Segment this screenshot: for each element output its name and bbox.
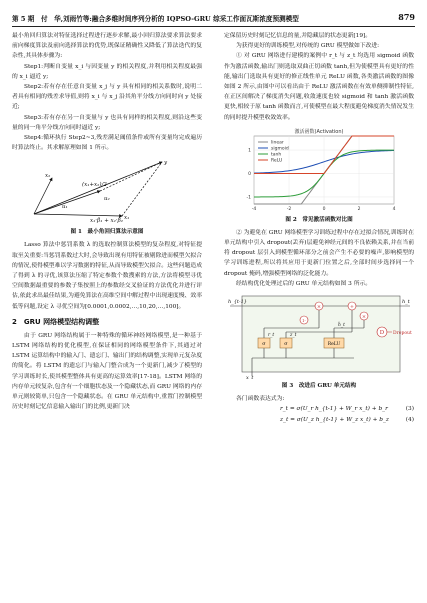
step-4: Step4:循环执行 Step2~3,残差满足阈值条件或所有变量均完成遍历时算法终止。其求解原理如图 1 所示。 [12,135,202,152]
label-mid: (x₁+x₂)/2 [82,182,107,189]
equation-number: (3) [405,406,414,413]
one-minus-label: 1- [302,318,306,324]
label-y: y [164,160,168,167]
step-2: Step2:若有存在任意自变量 x_j 与 y 具有相同的相关系数时,说明二者具有相同的残差求导值,则将 x_i 与 x_j 沿其角平分线方向同时向 y 处接近; [12,84,202,111]
figure-2-caption: 图 2 常见激活函数对比图 [285,216,353,223]
y-tick-label: 0 [248,171,251,177]
paragraph: 经结构优化处理过后的 GRU 单元结构如图 3 所示。 [236,280,372,287]
running-title: 第 5 期 付 华,刘雨竹等:融合多维时间序列分析的 IQPSO-GRU 综采工作面瓦斯浓度预测模型 [12,15,299,23]
label-h-prev: h_{t-1} [228,299,247,306]
label-h-hat: ĥ_t [338,323,345,329]
label-z-t: z_t [290,333,297,339]
label-u1: u₁ [62,204,68,211]
figure-1 [12,156,202,226]
x-tick-label: 0 [322,206,326,212]
x-tick-label: -4 [251,206,257,212]
label-u2: u₂ [104,196,110,203]
label-x2: x₂ [45,173,51,180]
lars-diagram [12,156,202,226]
label-h-t: h_t [402,299,410,306]
equation-intro: 各门函数表达式为: [236,396,285,403]
section-heading: 2 GRU 网络模型结构调整 [12,317,100,326]
page-number: 879 [398,12,415,22]
y-tick-label: 1 [248,148,251,154]
sigma-label: σ [284,341,288,348]
label-x1: x₁ [124,215,130,222]
left-column [12,31,202,412]
label-x-t: x_t [246,375,254,381]
step-3: Step3:若有存在另一自变量与 y 也具有同样的相关程度,则沿这些变量的同一角平分线方向同时逼近 y; [12,114,202,131]
dropout-label: Dropout [393,331,412,337]
label-vec: x₁·β̂₁ + x₂·β̂₂ [90,218,123,225]
y-tick-label: -1 [246,195,251,201]
vector-y [34,162,162,214]
dropout-d: D [379,330,385,337]
legend-label: linear [271,140,284,146]
page-header [12,12,415,26]
plus-label: + [349,304,355,311]
sigma-label: σ [262,341,266,348]
legend-label: ReLU [271,158,283,164]
x-tick-label: 2 [357,206,361,212]
chart-title: 激活函数(Activation) [294,128,344,135]
relu-label: ReLU [327,342,341,348]
legend-label: sigmoid [271,146,289,152]
right-column [224,31,414,425]
equation-3 [224,404,414,415]
paragraph: ① 对 GRU 网络进行建模的案例中 r_t 与 z_t 均选用 sigmoid 函数作为激活函数,输出门则选取双曲正切函数 tanh,但为使模型具有更好的性能,输出门选取具有更好的修正线性单元 ReLU 函数,各类激活函数的图像如图 2 所示,由图中可以看出由于 ReLU 激活函数在有效单侧抑制性特征,在正区间解决了梯度消失问题,收敛速度也较 sigmoid 和 tanh 激活函数更快,相较于原 tanh 函数而言,可使模型在最大程度避免梯度消失情况发生的同时提升模型收敛效率。 [224,53,414,121]
figure-3-caption: 图 3 改进后 GRU 单元结构 [281,383,357,390]
figure-3 [224,292,414,380]
gru-cell-diagram [224,292,414,380]
paragraph: 最小角回归算法对特征选择过程进行逐步求解,最小回归算法要求算法要求前向梯度算法及前向选择算法的优势,既保证精确性又降低了算法迭代的复杂性,其具体步骤为: [12,33,202,60]
residual-line [100,162,162,191]
legend-label: tanh [271,152,282,158]
vector-x1 [34,214,122,216]
x-tick-label: 4 [392,206,396,212]
activation-chart [224,126,414,214]
label-r-t: r_t [268,333,275,339]
paragraph: 由于 GRU 网络结构属于一种特殊的循环神经网络模型,是一种基于 LSTM 网络结构的优化模型,在保证相同的网络模型条件下,其通过对 LSTM 运算结构中的输入门、遗忘门、输出门的结构调整,实现单元复杂度的简化。将 LSTM 的遗忘门与输入门整合成为一个更新门,减少了模型的学习训练时长,使其模型整体具有更高的运算效率[17-18]。LSTM 网络的内存单元较复杂,包含有一个细胞状态及一个隐藏状态,而 GRU 网络的内存单元则较简单,只包含一个隐藏状态。在 GRU 单元结构中,重置门控制模型历史时刻记忆信息输入输出门的比例,更新门决 [12,332,202,411]
figure-2 [224,126,414,214]
paragraph: 定保留历史时刻记忆信息的量,并隐藏层的状态更新[19]。 [224,33,372,39]
step-1: Step1:判断自变量 x_i 与因变量 y 的相关程度,并利用相关程度最强的 x_i 逼近 y; [12,63,202,80]
header-rule [12,26,415,27]
paragraph: ② 为避免在 GRU 网络模型学习训练过程中存在过拟合情况,训练时在单元结构中引入 dropout(丢弃)层避免神经元间的不良依赖关系,并在当前将 dropout 层引入到模型循环部分之前会产生不必要的噪声,影响模型的学习训练进程,所以将其应用于更新门位置之后,全部时间步选择同一个 dropout 掩码,增强模型网络的泛化能力。 [224,229,414,277]
paragraph: Lasso 算法中惩罚系数 λ 的选取控制算法模型的复杂程度,对特征提取至关重要:当惩罚系数过大时,会导致出现有用特征被剔除进而模型欠拟合的情况,使得模型难以学习数据的特征,从而导致模型欠拟合。这些问题造成了得到 λ 的寻优,该算法压缩了特定参数个数搜索的方法,方法将模型寻优空间数据最重要的参数子集按照上的参数经交叉验证的方法优化并进行评估,依此求出最佳结果,为避免算法在高维空间中解过程中出现速度慢、效率低等问题,设定 λ 寻优空间为[0.0001,0.0002,…,10,20,…,100]。 [12,242,202,310]
equation-number: (4) [405,416,414,423]
equation-text: z_t = σ(U_z h_{t-1} + W_z x_t) + b_z [280,416,389,423]
x-tick-label: -2 [286,206,292,212]
equation-text: r_t = σ(U_r h_{t-1} + W_r x_t) + b_r [280,406,388,413]
paragraph: 为获得更好的训练模型,对传统的 GRU 模型做如下改进: [236,43,380,50]
figure-1-caption: 图 1 最小角回归算法示意图 [70,229,144,236]
equation-4 [224,415,414,426]
times-label: × [316,304,322,311]
times-label: × [361,314,367,321]
